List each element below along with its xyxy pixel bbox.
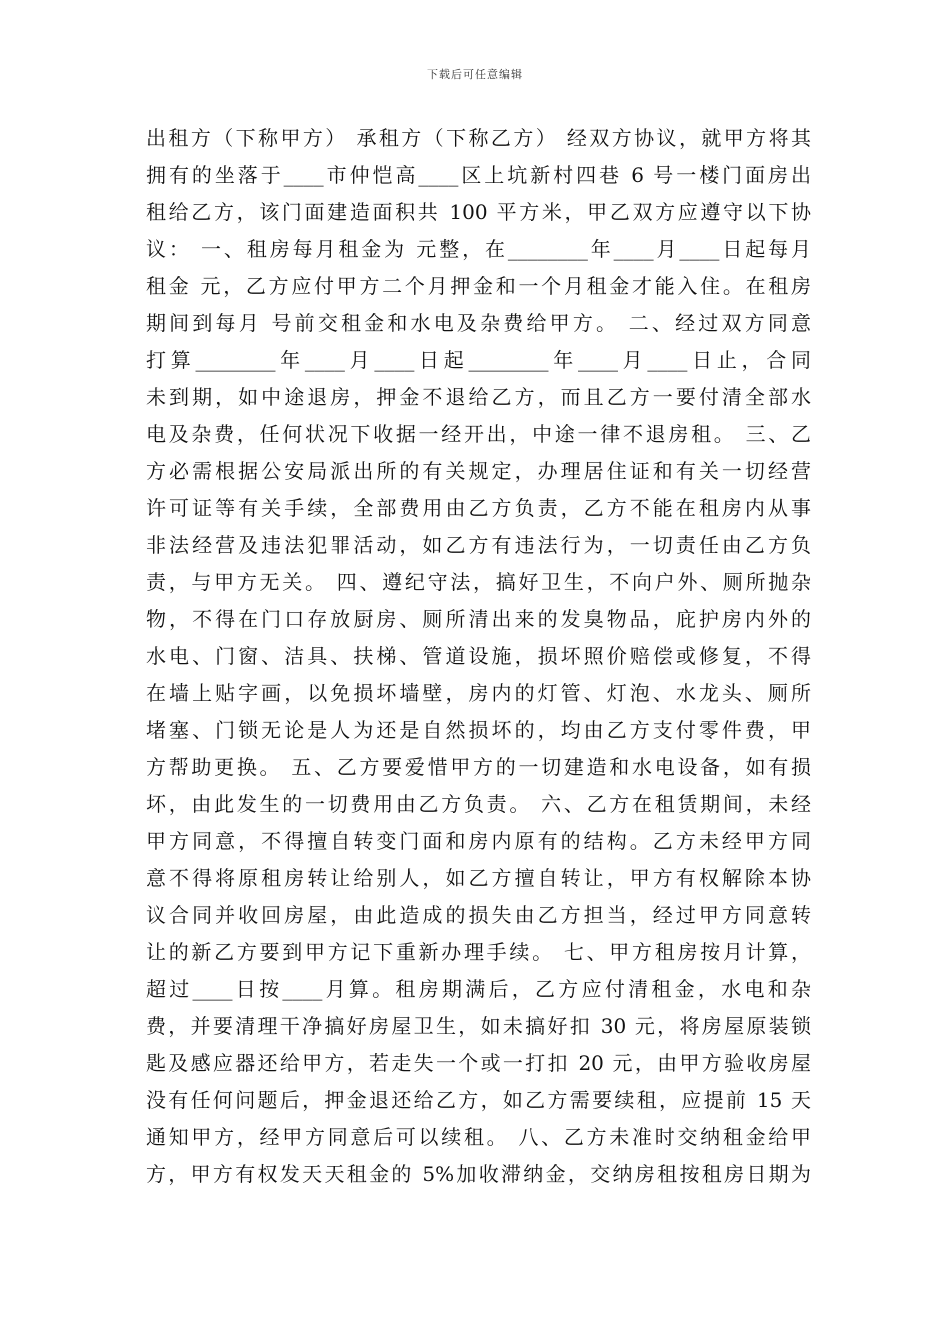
text-line: 议合同并收回房屋，由此造成的损失由乙方担当，经过甲方同意转 xyxy=(146,903,811,927)
text-line: 方帮助更换。 五、乙方要爱惜甲方的一切建造和水电设备，如有损 xyxy=(146,755,811,779)
text-line: 租金 元，乙方应付甲方二个月押金和一个月租金才能入住。在租房 xyxy=(146,274,811,298)
text-line: 堵塞、门锁无论是人为还是自然损坏的，均由乙方支付零件费，甲 xyxy=(146,718,811,742)
text-line: 通知甲方，经甲方同意后可以续租。 八、乙方未准时交纳租金给甲 xyxy=(146,1125,811,1149)
page-header: 下载后可任意编辑 xyxy=(427,68,523,81)
text-line: 期间到每月 号前交租金和水电及杂费给甲方。 二、经过双方同意 xyxy=(146,311,811,335)
text-line: 意不得将原租房转让给别人，如乙方擅自转让，甲方有权解除本协 xyxy=(146,866,811,890)
text-line: 匙及感应器还给甲方，若走失一个或一打扣 20 元，由甲方验收房屋 xyxy=(146,1051,811,1075)
text-line: 物，不得在门口存放厨房、厕所清出来的发臭物品，庇护房内外的 xyxy=(146,607,811,631)
text-line: 出租方（下称甲方） 承租方（下称乙方） 经双方协议，就甲方将其 xyxy=(146,126,811,150)
text-line: 方必需根据公安局派出所的有关规定，办理居住证和有关一切经营 xyxy=(146,459,811,483)
text-line: 超过____日按____月算。租房期满后，乙方应付清租金，水电和杂 xyxy=(146,977,811,1001)
text-line: 费，并要清理干净搞好房屋卫生，如未搞好扣 30 元，将房屋原装锁 xyxy=(146,1014,811,1038)
text-line: 甲方同意，不得擅自转变门面和房内原有的结构。乙方未经甲方同 xyxy=(146,829,811,853)
text-line: 水电、门窗、洁具、扶梯、管道设施，损坏照价赔偿或修复，不得 xyxy=(146,644,811,668)
text-line: 责，与甲方无关。 四、遵纪守法，搞好卫生，不向户外、厕所抛杂 xyxy=(146,570,811,594)
text-line: 没有任何问题后，押金退还给乙方，如乙方需要续租，应提前 15 天 xyxy=(146,1088,811,1112)
text-line: 让的新乙方要到甲方记下重新办理手续。 七、甲方租房按月计算， xyxy=(146,940,811,964)
text-line: 打算________年____月____日起________年____月____日止，合同 xyxy=(146,348,811,372)
text-line: 非法经营及违法犯罪活动，如乙方有违法行为，一切责任由乙方负 xyxy=(146,533,811,557)
text-line: 租给乙方，该门面建造面积共 100 平方米，甲乙双方应遵守以下协 xyxy=(146,200,811,224)
text-line: 许可证等有关手续，全部费用由乙方负责，乙方不能在租房内从事 xyxy=(146,496,811,520)
text-line: 坏，由此发生的一切费用由乙方负责。 六、乙方在租赁期间，未经 xyxy=(146,792,811,816)
text-line: 方，甲方有权发天天租金的 5%加收滞纳金，交纳房租按租房日期为 xyxy=(146,1162,811,1186)
text-line: 电及杂费，任何状况下收据一经开出，中途一律不退房租。 三、乙 xyxy=(146,422,811,446)
text-line: 未到期，如中途退房，押金不退给乙方，而且乙方一要付清全部水 xyxy=(146,385,811,409)
text-line: 拥有的坐落于____市仲恺高____区上坑新村四巷 6 号一楼门面房出 xyxy=(146,163,811,187)
text-line: 在墙上贴字画，以免损坏墙壁，房内的灯管、灯泡、水龙头、厕所 xyxy=(146,681,811,705)
text-line: 议： 一、租房每月租金为 元整，在________年____月____日起每月 xyxy=(146,237,811,261)
document-body xyxy=(146,120,811,1193)
